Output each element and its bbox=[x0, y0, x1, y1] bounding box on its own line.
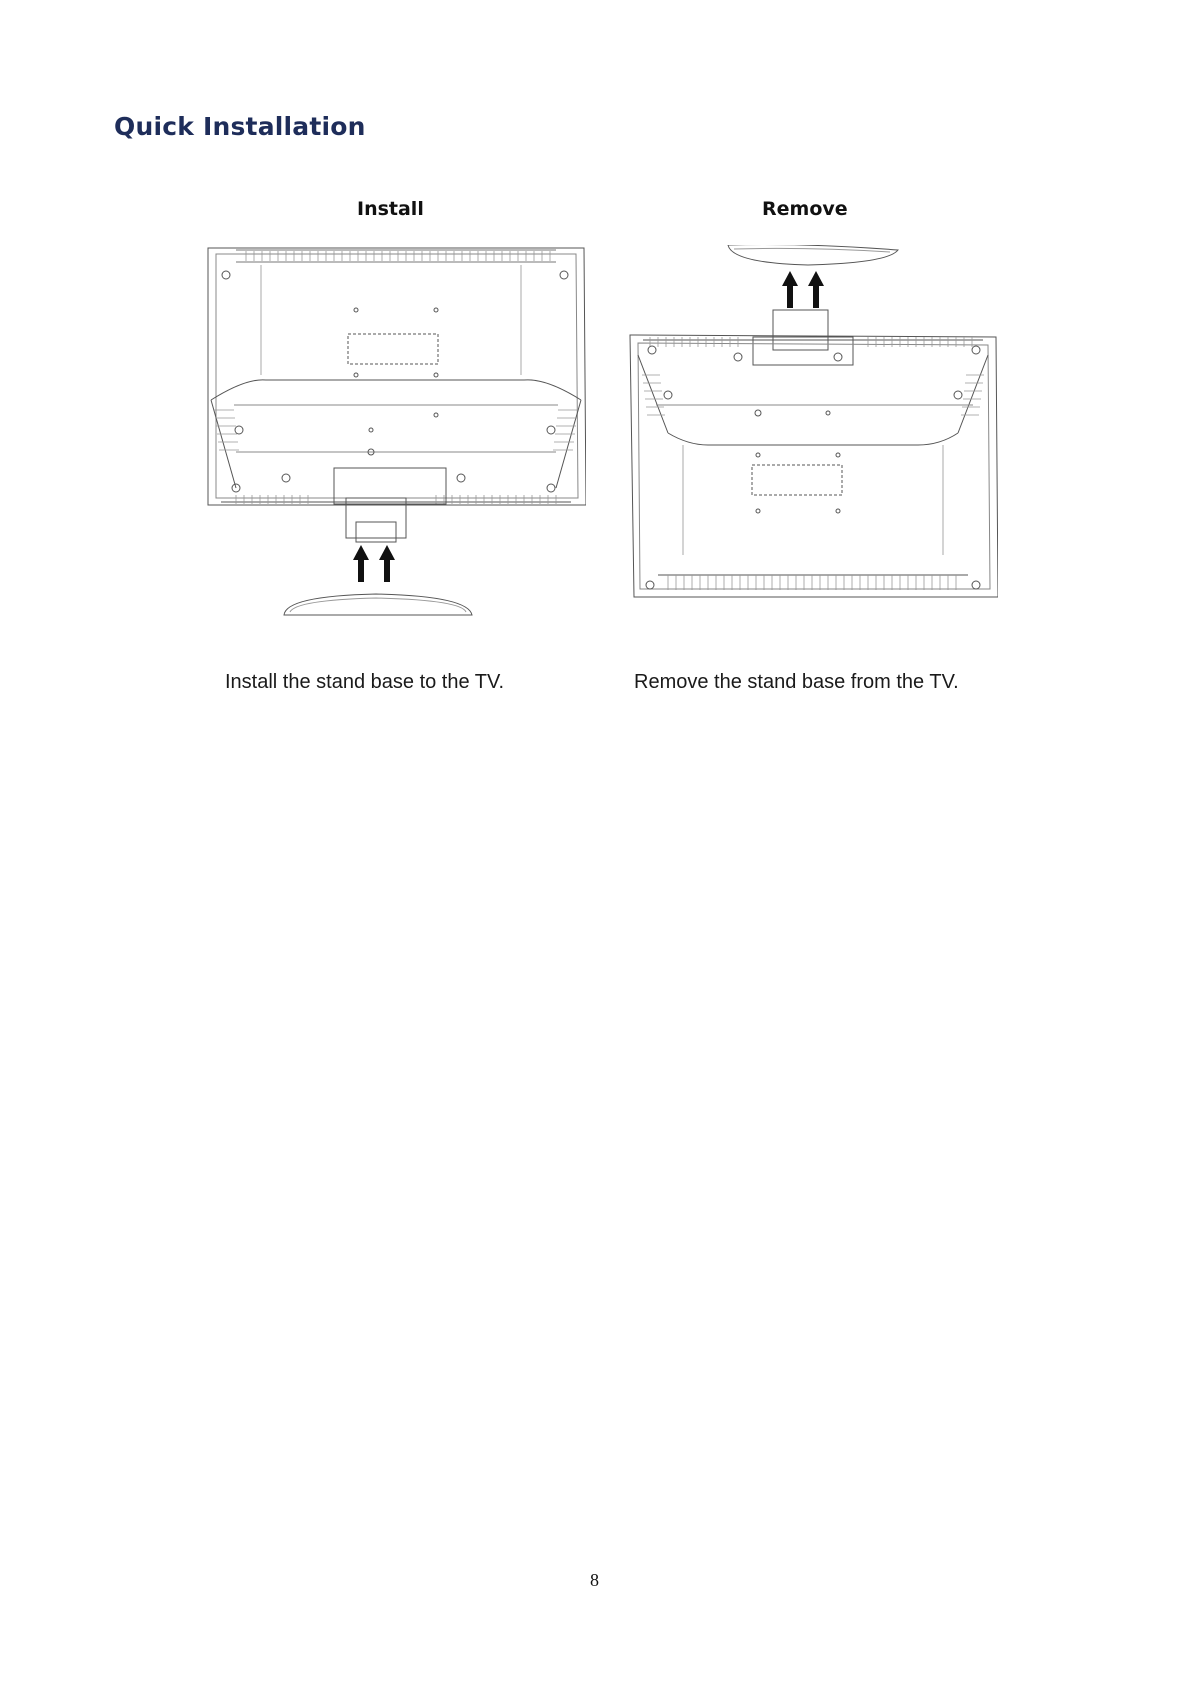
install-illustration bbox=[206, 240, 586, 620]
install-arrows bbox=[353, 545, 395, 582]
page-number: 8 bbox=[590, 1570, 599, 1590]
install-heading: Install bbox=[357, 198, 424, 220]
remove-stand-base bbox=[728, 245, 898, 265]
remove-heading: Remove bbox=[762, 198, 848, 220]
install-tv-drawing bbox=[206, 240, 586, 620]
install-caption: Install the stand base to the TV. bbox=[225, 671, 505, 693]
remove-arrows bbox=[782, 271, 824, 308]
page-title: Quick Installation bbox=[114, 112, 366, 141]
remove-caption: Remove the stand base from the TV. bbox=[634, 671, 959, 693]
remove-tv-drawing bbox=[628, 245, 998, 620]
install-stand-base bbox=[284, 594, 472, 615]
remove-illustration bbox=[628, 245, 998, 620]
